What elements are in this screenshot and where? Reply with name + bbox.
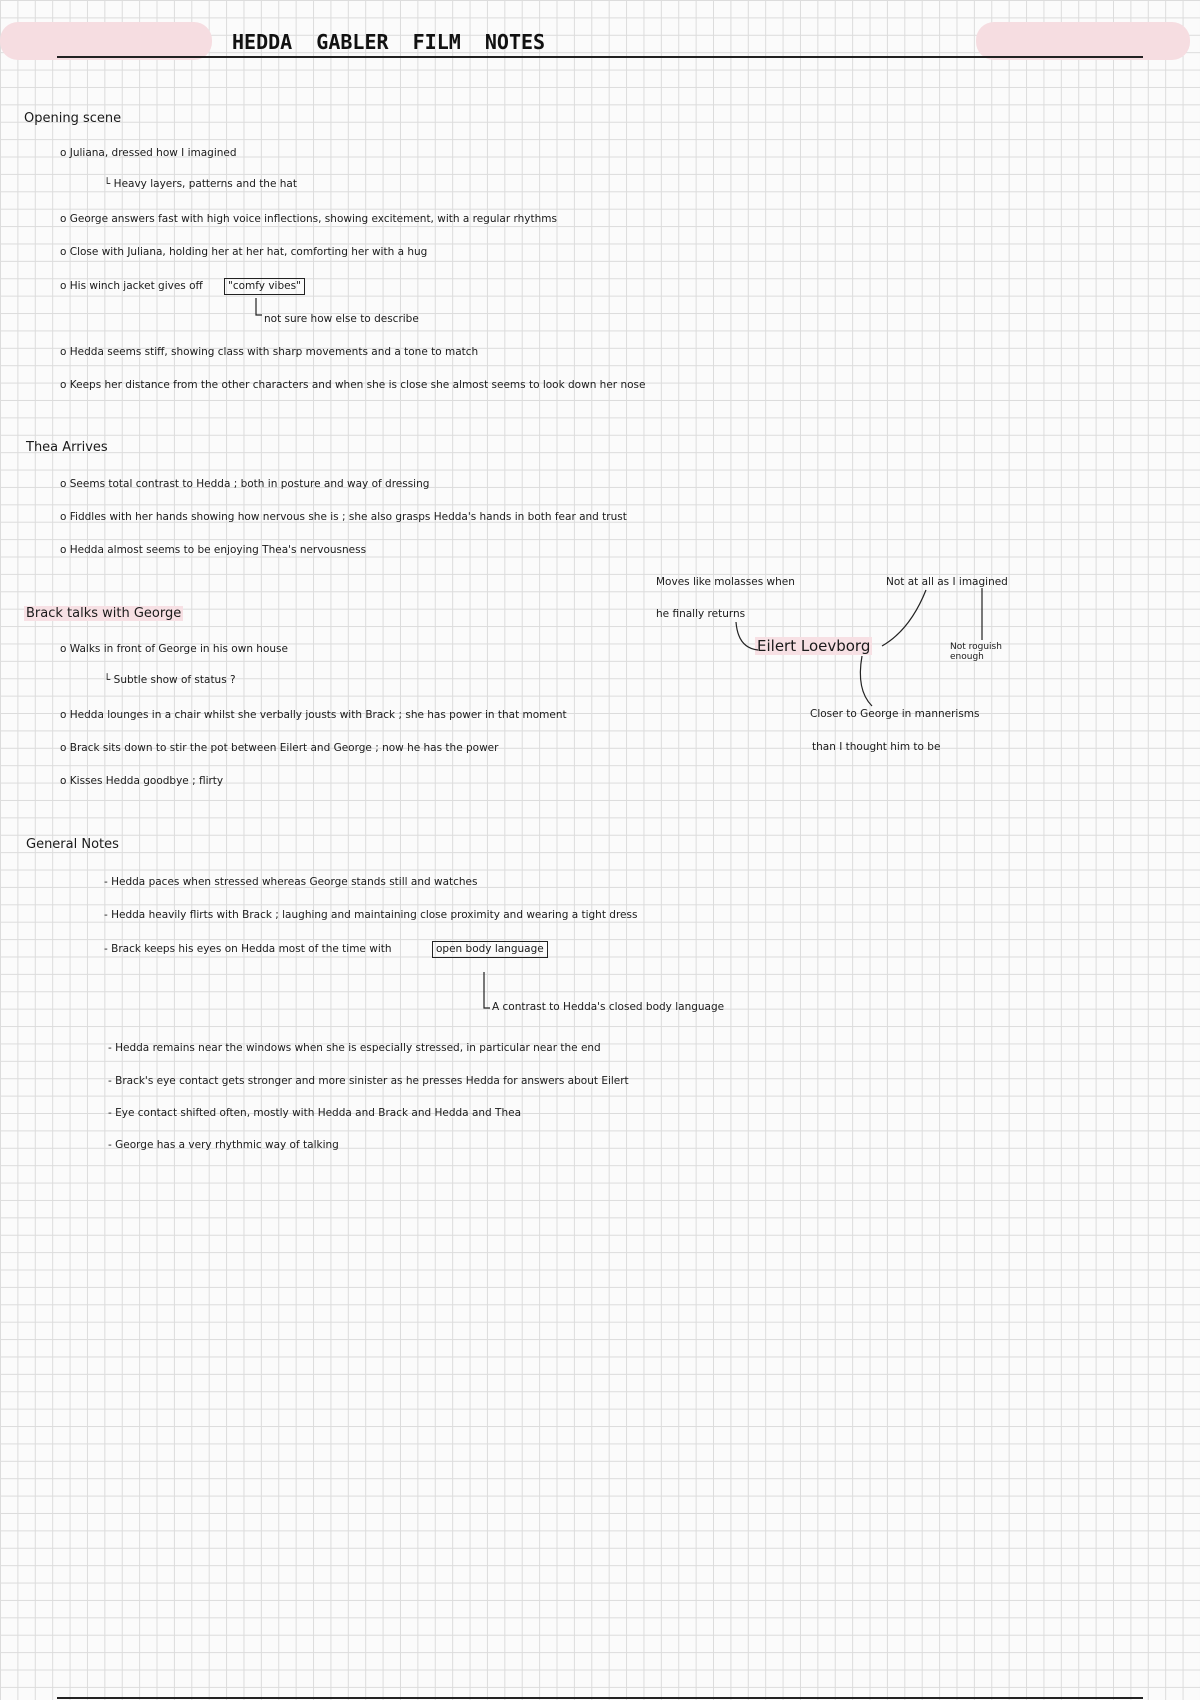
- note-line: o His winch jacket gives off: [60, 280, 203, 292]
- mindmap-note: Moves like molasses when: [656, 576, 795, 588]
- note-line: - Hedda paces when stressed whereas George stands still and watches: [104, 876, 478, 888]
- arrow-open-body: [484, 972, 490, 1008]
- note-line: o Seems total contrast to Hedda ; both in posture and way of dressing: [60, 478, 430, 490]
- boxed-phrase: "comfy vibes": [224, 278, 305, 295]
- note-line: - Eye contact shifted often, mostly with Hedda and Brack and Hedda and Thea: [108, 1107, 522, 1119]
- mindmap-note: he finally returns: [656, 608, 746, 620]
- note-subline-text: Heavy layers, patterns and the hat: [113, 178, 297, 190]
- boxed-phrase-text: comfy vibes: [232, 280, 297, 292]
- note-line: o Hedda seems stiff, showing class with sharp movements and a tone to match: [60, 346, 479, 358]
- mindmap-link-imagined: [882, 590, 926, 646]
- section-heading-general: General Notes: [26, 837, 119, 852]
- note-subline: └ Subtle show of status ?: [104, 674, 236, 686]
- note-line: o Kisses Hedda goodbye ; flirty: [60, 775, 224, 787]
- mindmap-note: Not at all as I imagined: [886, 576, 1008, 588]
- note-subline-text: Subtle show of status ?: [113, 674, 236, 686]
- mindmap-center-text: Eilert Loevborg: [757, 637, 871, 655]
- section-heading-brack-text: Brack talks with George: [26, 606, 182, 621]
- note-line: - Hedda remains near the windows when she is especially stressed, in particular near the end: [108, 1042, 601, 1054]
- note-line: o George answers fast with high voice inflections, showing excitement, with a regular rhythms: [60, 213, 557, 225]
- note-line: o Close with Juliana, holding her at her hat, comforting her with a hug: [60, 246, 428, 258]
- note-line: o Keeps her distance from the other characters and when she is close she almost seems to look down her nose: [60, 379, 646, 391]
- page-title: HEDDA GABLER FILM NOTES: [232, 30, 546, 54]
- note-line: - Brack's eye contact gets stronger and more sinister as he presses Hedda for answers about Eilert: [108, 1075, 629, 1087]
- note-line: o Walks in front of George in his own house: [60, 643, 288, 655]
- section-heading-opening: Opening scene: [24, 111, 122, 126]
- note-line: - Hedda heavily flirts with Brack ; laughing and maintaining close proximity and wearing a tight dress: [104, 909, 638, 921]
- note-line: - Brack keeps his eyes on Hedda most of the time with: [104, 943, 392, 955]
- note-subline: └ Heavy layers, patterns and the hat: [104, 178, 297, 190]
- note-line: o Brack sits down to stir the pot between Eilert and George ; now he has the power: [60, 742, 499, 754]
- mindmap-note: Closer to George in mannerisms: [810, 708, 980, 720]
- note-line: o Juliana, dressed how I imagined: [60, 147, 237, 159]
- mindmap-link-molasses: [736, 622, 758, 650]
- mindmap-note: than I thought him to be: [812, 741, 941, 753]
- boxed-phrase: open body language: [432, 941, 548, 958]
- mindmap-link-closer: [860, 656, 872, 706]
- note-subline: not sure how else to describe: [264, 313, 419, 325]
- note-line: o Fiddles with her hands showing how nervous she is ; she also grasps Hedda's hands in both fear and trust: [60, 511, 627, 523]
- mindmap-note: Not roguish enough: [950, 642, 1002, 662]
- arrow-comfy-vibes: [256, 298, 262, 315]
- note-line: o Hedda lounges in a chair whilst she verbally jousts with Brack ; she has power in that moment: [60, 709, 567, 721]
- note-line: o Hedda almost seems to be enjoying Thea's nervousness: [60, 544, 367, 556]
- note-line: - George has a very rhythmic way of talking: [108, 1139, 339, 1151]
- note-subline: A contrast to Hedda's closed body language: [492, 1001, 725, 1013]
- section-heading-thea: Thea Arrives: [26, 440, 108, 455]
